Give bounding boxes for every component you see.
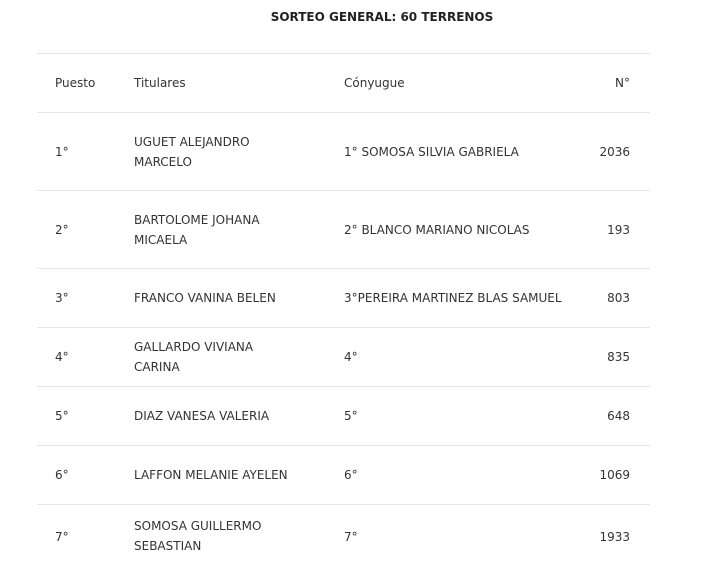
cell-titular: DIAZ VANESA VALERIA — [134, 409, 270, 423]
cell-conyuge: 7° — [344, 530, 358, 544]
cell-titular: FRANCO VANINA BELEN — [134, 291, 276, 305]
cell-conyuge: 4° — [344, 350, 358, 364]
table-row — [37, 269, 650, 328]
cell-puesto: 6° — [55, 468, 69, 482]
table-header-row — [37, 54, 650, 113]
cell-titular: SOMOSA GUILLERMO SEBASTIAN — [134, 519, 262, 553]
cell-conyuge: 5° — [344, 409, 358, 423]
cell-titular: UGUET ALEJANDRO MARCELO — [134, 134, 250, 169]
table-row — [37, 446, 650, 505]
header-numero: N° — [615, 76, 630, 90]
page-title: SORTEO GENERAL: 60 TERRENOS — [270, 10, 494, 24]
cell-puesto: 5° — [55, 409, 69, 423]
cell-puesto: 1° — [55, 144, 69, 159]
cell-conyuge: 3°PEREIRA MARTINEZ BLAS SAMUEL — [344, 291, 562, 305]
cell-numero: 193 — [607, 222, 630, 237]
cell-conyuge: 6° — [344, 468, 358, 482]
table-row — [37, 387, 650, 446]
cell-numero: 648 — [607, 409, 630, 423]
cell-titular: GALLARDO VIVIANA CARINA — [134, 340, 254, 374]
header-conyuge: Cónyugue — [344, 76, 405, 90]
cell-puesto: 7° — [55, 530, 69, 544]
cell-titular: BARTOLOME JOHANA MICAELA — [134, 212, 260, 247]
results-table — [37, 53, 650, 569]
table-row — [37, 191, 650, 269]
cell-puesto: 3° — [55, 291, 69, 305]
table-row — [37, 113, 650, 191]
cell-numero: 1069 — [599, 468, 630, 482]
cell-puesto: 2° — [55, 222, 69, 237]
cell-conyuge: 2° BLANCO MARIANO NICOLAS — [344, 222, 530, 237]
cell-puesto: 4° — [55, 350, 69, 364]
cell-numero: 803 — [607, 291, 630, 305]
cell-titular: LAFFON MELANIE AYELEN — [134, 468, 288, 482]
cell-numero: 835 — [607, 350, 630, 364]
table-row — [37, 328, 650, 387]
cell-numero: 1933 — [599, 530, 630, 544]
header-puesto: Puesto — [55, 76, 96, 90]
cell-conyuge: 1° SOMOSA SILVIA GABRIELA — [344, 144, 519, 159]
cell-numero: 2036 — [599, 144, 630, 159]
table-row — [37, 505, 650, 569]
header-titulares: Titulares — [134, 76, 186, 90]
